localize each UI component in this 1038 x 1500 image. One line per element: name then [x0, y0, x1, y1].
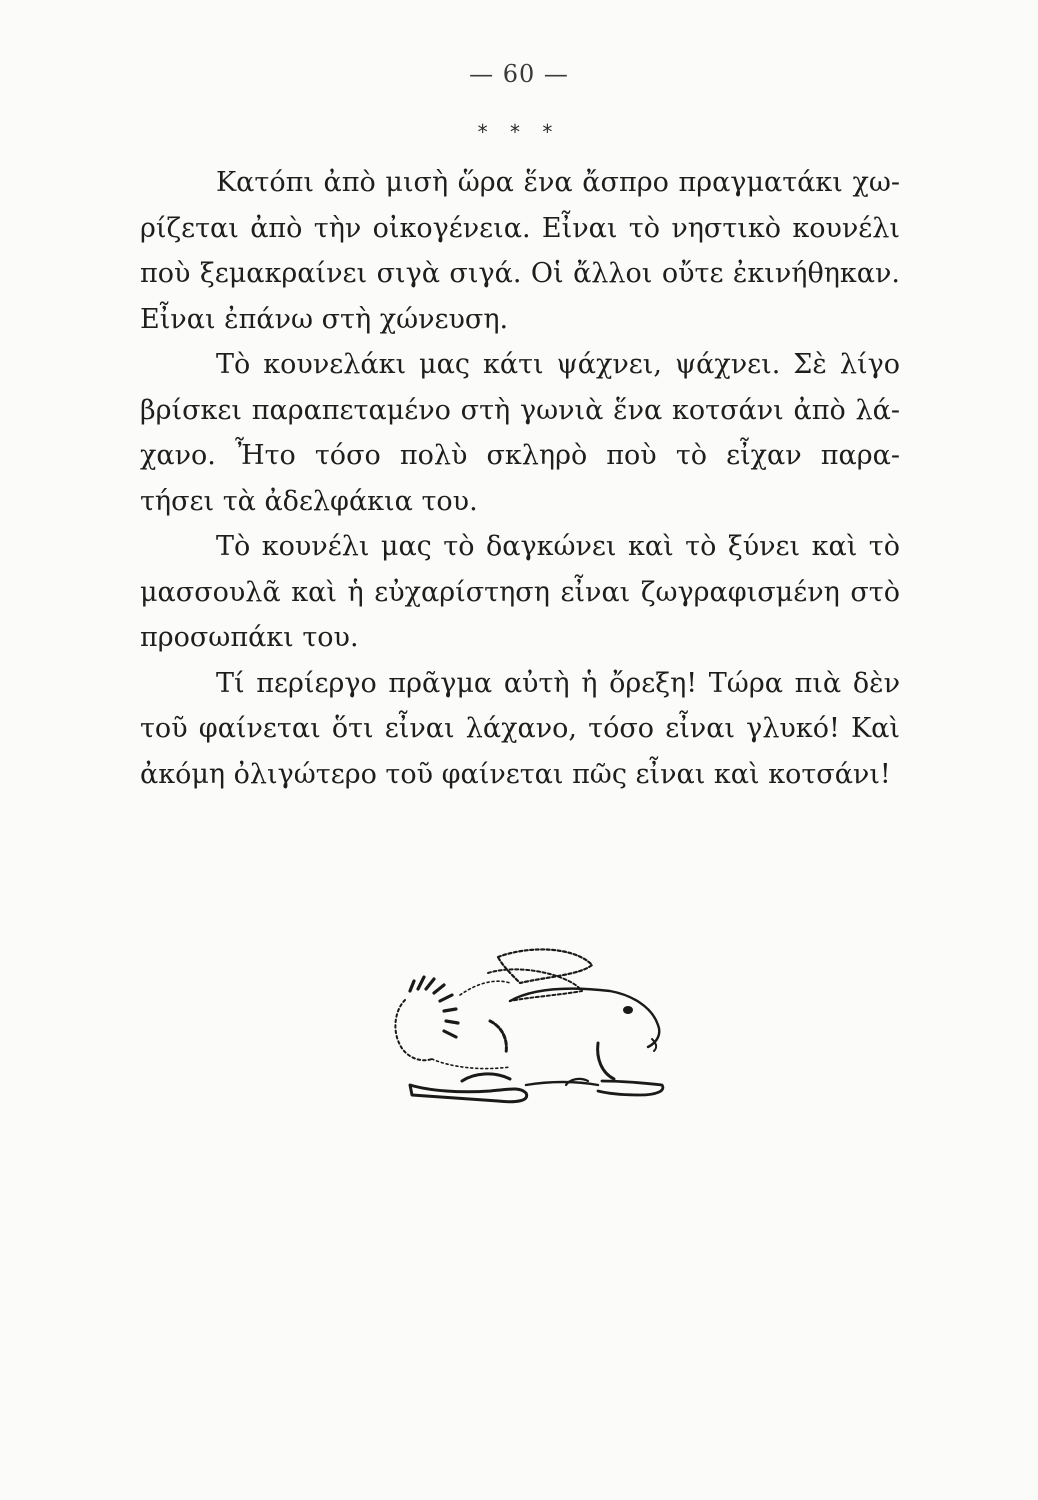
- paragraph: [140, 661, 900, 798]
- section-separator: * * *: [477, 120, 561, 144]
- text-line: ρίζεται ἀπὸ τὴν οἰκογένεια. Εἶναι τὸ νηστικὸ κουνέλι: [140, 212, 900, 244]
- paragraph: [140, 160, 900, 342]
- text-line: μασσουλᾶ καὶ ἡ εὐχαρίστηση εἶναι ζωγραφισμένη στὸ: [140, 576, 900, 608]
- text-line: Κατόπι ἀπὸ μισὴ ὥρα ἕνα ἄσπρο πραγματάκι χω-: [216, 167, 900, 198]
- rabbit-illustration: [370, 935, 680, 1120]
- text-line: Εἶναι ἐπάνω στὴ χώνευση.: [140, 303, 509, 335]
- text-line: ἀκόμη ὀλιγώτερο τοῦ φαίνεται πῶς εἶναι καὶ κοτσάνι!: [140, 758, 891, 790]
- text-line: Τί περίεργο πρᾶγμα αὐτὴ ἡ ὄρεξη! Τώρα πιὰ δὲν: [216, 667, 900, 699]
- text-line: τοῦ φαίνεται ὅτι εἶναι λάχανο, τόσο εἶναι γλυκό! Καὶ: [140, 713, 900, 744]
- page-number: — 60 —: [469, 60, 569, 88]
- text-line: τήσει τὰ ἀδελφάκια του.: [140, 485, 478, 517]
- text-line: προσωπάκι του.: [140, 622, 359, 653]
- paragraph: [140, 342, 900, 524]
- text-line: βρίσκει παραπεταμένο στὴ γωνιὰ ἕνα κοτσάνι ἀπὸ λά-: [140, 394, 900, 426]
- text-line: χανο. Ἦτο τόσο πολὺ σκληρὸ ποὺ τὸ εἶχαν παρα-: [140, 440, 900, 471]
- text-line: ποὺ ξεμακραίνει σιγὰ σιγά. Οἱ ἄλλοι οὔτε ἐκινήθηκαν.: [140, 258, 900, 289]
- body-text: [140, 160, 900, 797]
- text-line: Τὸ κουνέλι μας τὸ δαγκώνει καὶ τὸ ξύνει καὶ τὸ: [216, 531, 900, 562]
- text-line: Τὸ κουνελάκι μας κάτι ψάχνει, ψάχνει. Σὲ λίγο: [216, 349, 900, 380]
- paragraph: [140, 524, 900, 661]
- rabbit-icon: [370, 935, 680, 1120]
